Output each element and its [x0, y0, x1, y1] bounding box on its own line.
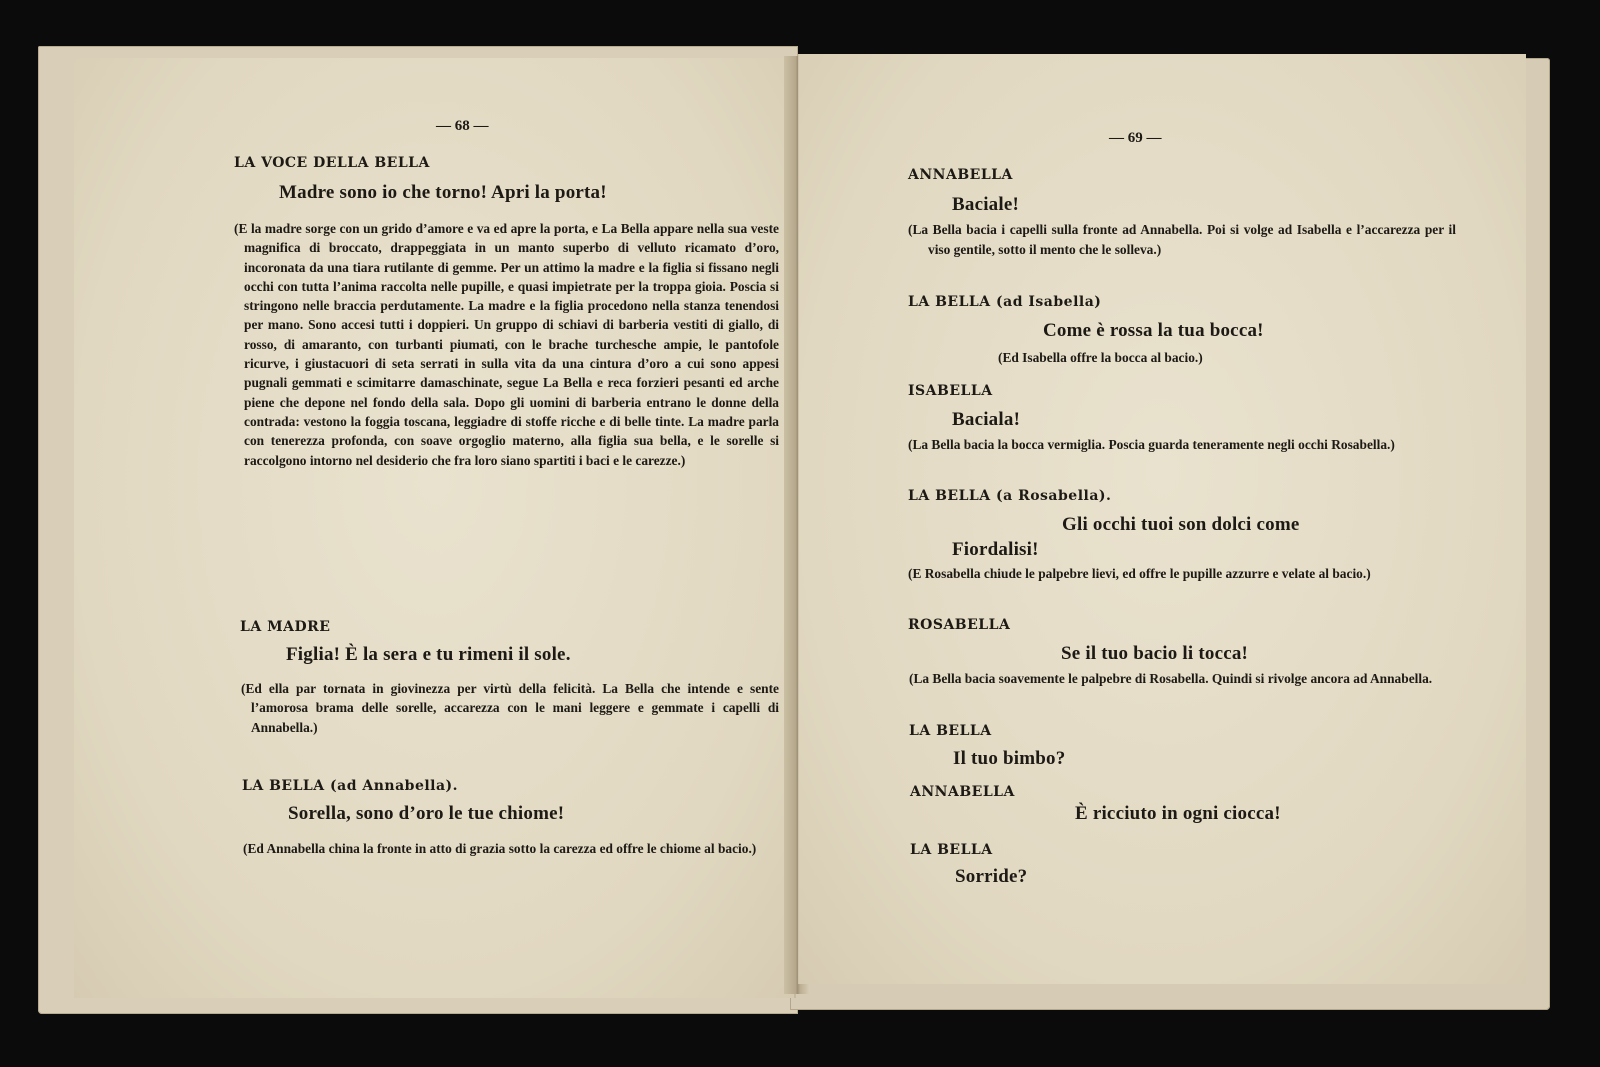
speaker-la-bella: LA BELLA — [909, 723, 992, 739]
stage-direction: (La Bella bacia la bocca vermiglia. Poscia guarda teneramente negli occhi Rosabella.) — [908, 437, 1395, 452]
stage-direction: (E la madre sorge con un grido d’amore e va ed apre la porta, e La Bella appare nella sua veste magnifica di broccato, drappeggiata in un manto superbo di velluto ricamato d’oro, incoronata da una tiara rutilante di gemme. Per un attimo la madre e la figlia si fissano negli occhi con tutta l’anima raccolta nelle pupille, e quasi impietrate per la troppa gioia. Poscia si stringono nelle braccia perdutamente. La madre e la figlia procedono nella stanza tenendosi per mano. Sono accesi tutti i doppieri. Un gruppo di schiavi di barberia vestiti di giallo, di rosso, di amaranto, con turbanti piumati, con le brache turchesche ampie, le pantofole ricurve, i giustacuori di seta serrati in sulla vita da una cintura d’oro a cui sono appesi pugnali gemmati e scimitarre damaschinate, segue La Bella e reca forzieri pesanti ed arche piene che depone nel fondo della sala. Dopo gli uomini di barberia entrano le donne della contrada: vestono la foggia toscana, leggiadre di stoffe ricche e di belle tinte. La madre parla con tenerezza profonda, con soave orgoglio materno, alla figlia sua bella, e le sorelle si raccolgono intorno nel desiderio che fra loro siano spartiti i baci e le carezze.) — [234, 221, 779, 468]
speaker-annabella: ANNABELLA — [910, 784, 1015, 800]
speaker-la-voce-della-bella: LA VOCE DELLA BELLA — [234, 155, 430, 171]
left-page — [74, 58, 796, 998]
stage-direction: (La Bella bacia i capelli sulla fronte ad Annabella. Poi si volge ad Isabella e l’accarezza per il viso gentile, sotto il mento che le solleva.) — [908, 222, 1456, 257]
dialogue-line: Figlia! È la sera e tu rimeni il sole. — [286, 644, 571, 665]
dialogue-line: Come è rossa la tua bocca! — [1043, 320, 1264, 341]
stage-direction: (Ed Isabella offre la bocca al bacio.) — [998, 350, 1203, 365]
stage-direction: (E Rosabella chiude le palpebre lievi, ed offre le pupille azzurre e velate al bacio.) — [908, 566, 1371, 581]
dialogue-line: Baciala! — [952, 409, 1021, 430]
dialogue-line: Sorride? — [955, 866, 1028, 887]
dialogue-line: Baciale! — [952, 194, 1020, 215]
dialogue-line: Fiordalisi! — [952, 539, 1039, 560]
stage-direction: (Ed ella par tornata in giovinezza per virtù della felicità. La Bella che intende e sente l’amorosa brama delle sorelle, accarezza con le mani leggere e gemmate i capelli di Annabella.) — [241, 681, 779, 735]
dialogue-line: Se il tuo bacio li tocca! — [1061, 643, 1249, 664]
dialogue-line: Sorella, sono d’oro le tue chiome! — [288, 803, 565, 824]
page-number: — 69 — — [1109, 130, 1162, 146]
speaker-la-bella: LA BELLA (ad Annabella). — [242, 778, 459, 794]
dialogue-line: Il tuo bimbo? — [953, 748, 1066, 769]
speaker-la-bella: LA BELLA (a Rosabella). — [908, 488, 1112, 504]
speaker-la-bella: LA BELLA — [910, 842, 993, 858]
speaker-rosabella: ROSABELLA — [908, 617, 1011, 633]
speaker-la-madre: LA MADRE — [240, 619, 331, 635]
speaker-la-bella: LA BELLA (ad Isabella) — [908, 294, 1102, 310]
dialogue-line: Gli occhi tuoi son dolci come — [1062, 514, 1300, 535]
speaker-isabella: ISABELLA — [908, 383, 993, 399]
stage-direction: (Ed Annabella china la fronte in atto di grazia sotto la carezza ed offre le chiome al bacio.) — [243, 841, 757, 856]
dialogue-line: Madre sono io che torno! Apri la porta! — [279, 182, 607, 203]
right-page — [798, 54, 1526, 984]
stage-direction: (La Bella bacia soavemente le palpebre di Rosabella. Quindi si rivolge ancora ad Annabella. — [909, 671, 1433, 686]
speaker-annabella: ANNABELLA — [908, 167, 1013, 183]
dialogue-line: È ricciuto in ogni ciocca! — [1075, 803, 1281, 824]
page-number: — 68 — — [436, 118, 489, 134]
